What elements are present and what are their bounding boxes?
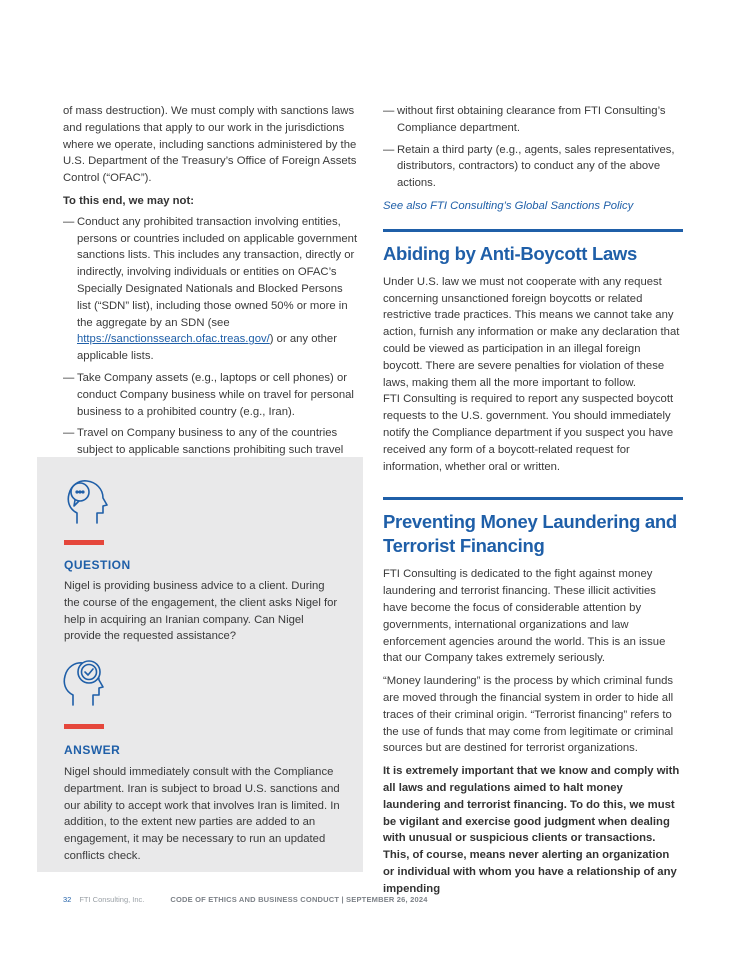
prohibitions-lead: To this end, we may not:: [63, 194, 194, 207]
anti-boycott-reporting-paragraph: FTI Consulting is required to report any suspected boycott requests to the U.S. government. You should immediately notify the Compliance department if you suspect you have received any form of a boycott-related request for information, whether oral or written.: [383, 393, 674, 473]
footer-company: FTI Consulting, Inc.: [79, 895, 145, 904]
question-accent-bar: [64, 540, 104, 545]
question-label: QUESTION: [64, 558, 131, 572]
left-column: [63, 103, 359, 464]
list-item: — Take Company assets (e.g., laptops or cell phones) or conduct Company business while on travel for personal business to a prohibited country (e.g., Iran).: [63, 370, 359, 420]
thinking-head-icon: [59, 475, 111, 527]
section-divider: [383, 497, 683, 500]
money-laundering-heading: Preventing Money Laundering and Terrorist Financing: [383, 511, 677, 557]
page-footer: [63, 895, 428, 904]
money-laundering-definition: “Money laundering” is the process by which criminal funds are moved through the financial system in order to hide all traces of their criminal origin. “Terrorist financing” refers to the use of funds that may come from legitimate or criminal sources but are destined for terrorist organizations.: [383, 675, 674, 755]
answer-accent-bar: [64, 724, 104, 729]
money-laundering-compliance: It is extremely important that we know and comply with all laws and regulations aimed to halt money laundering and terrorist financing. To do this, we must be vigilant and exercise good judgment when dealing with unusual or suspicious clients or transactions. This, of course, means never alerting an organization or individual with whom you have a relationship of any impending: [383, 765, 680, 895]
list-item: — without first obtaining clearance from FTI Consulting’s Compliance department.: [383, 103, 683, 137]
prohibitions-list-continued: [383, 103, 683, 192]
list-item: — Conduct any prohibited transaction involving entities, persons or countries included on applicable government sanctions lists. This includes any transaction, directly or indirectly, involving individuals or entities on OFAC’s Specially Designated Nationals and Blocked Persons list (“SDN” list), including those owned 50% or more in the aggregate by an SDN (see https://sanctionssearch.ofac.treas.gov/) or any other applicable lists.: [63, 214, 359, 365]
page-number: 32: [63, 895, 72, 904]
money-laundering-paragraph: FTI Consulting is dedicated to the fight against money laundering and terrorist financing. These illicit activities have become the focus of considerable attention by governments, international organizations and law enforcement agencies around the world. This is an issue that our Company takes extremely seriously.: [383, 568, 666, 665]
footer-document-title: CODE OF ETHICS AND BUSINESS CONDUCT | SEPTEMBER 26, 2024: [170, 895, 428, 904]
prohibitions-list: [63, 214, 359, 459]
head-checkmark-icon: [59, 657, 111, 709]
section-divider: [383, 229, 683, 232]
sanctions-paragraph: of mass destruction). We must comply with sanctions laws and regulations that apply to our work in the jurisdictions where we operate, including sanctions administered by the U.S. Department of the Treasury’s Office of Foreign Assets Control (“OFAC”).: [63, 105, 357, 185]
anti-boycott-paragraph: Under U.S. law we must not cooperate with any request concerning unsanctioned foreign boycotts or related restrictive trade practices. This means we cannot take any action, furnish any information or make any declaration that could be viewed as participation in an illegal foreign boycott. There are severe penalties for violation of these laws, making them all the more important to follow.: [383, 275, 680, 389]
ofac-search-link[interactable]: https://sanctionssearch.ofac.treas.gov/: [77, 333, 270, 346]
sanctions-policy-reference[interactable]: See also FTI Consulting’s Global Sanctions Policy: [383, 199, 634, 212]
question-text: Nigel is providing business advice to a client. During the course of the engagement, the client asks Nigel for help in acquiring an Iranian company. Can Nigel provide the requested assistance?: [64, 580, 338, 643]
answer-label: ANSWER: [64, 743, 121, 757]
answer-text: Nigel should immediately consult with the Compliance department. Iran is subject to broad U.S. sanctions and our ability to accept work that involves Iran is limited. In addition, to the extent new parties are added to an engagement, it may be necessary to run an updated conflicts check.: [64, 766, 340, 862]
list-item: — Retain a third party (e.g., agents, sales representatives, distributors, contractors) to conduct any of the above actions.: [383, 142, 683, 192]
list-item: — Travel on Company business to any of the countries subject to applicable sanctions prohibiting such travel: [63, 425, 359, 459]
qa-panel: [37, 457, 363, 872]
anti-boycott-heading: Abiding by Anti-Boycott Laws: [383, 242, 638, 264]
right-column: [383, 103, 683, 897]
